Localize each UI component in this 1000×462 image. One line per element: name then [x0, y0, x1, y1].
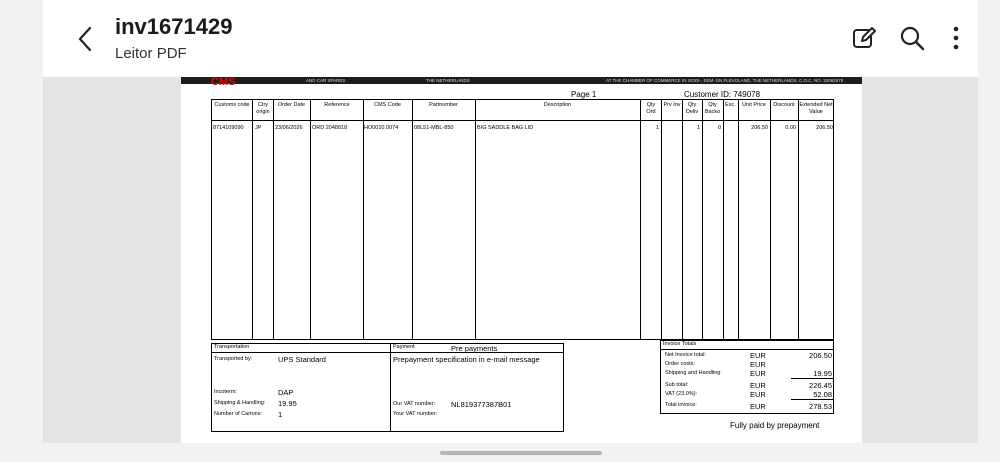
row-customs-code: 8714109090 — [213, 125, 244, 131]
transportation-box — [211, 343, 391, 432]
company-logo: CMS — [211, 75, 236, 88]
column-header: Ctry origin — [256, 102, 270, 115]
your-vat-label: Your VAT number: — [393, 411, 438, 417]
home-indicator[interactable] — [440, 451, 602, 455]
our-vat-value: NL819377387B01 — [451, 400, 512, 409]
column-header: Prv Inv — [663, 102, 681, 108]
column-header: Reference — [324, 102, 350, 108]
column-header: Exc. — [725, 102, 736, 108]
incoterm-value: DAP — [278, 388, 294, 397]
invoice-totals-box — [660, 340, 834, 414]
row-partnumber: 08L51-MBL-850 — [414, 125, 454, 131]
payment-status-note: Fully paid by prepayment — [730, 421, 820, 430]
items-table — [211, 99, 834, 340]
subtotal-label: Sub total: — [665, 382, 689, 388]
column-header: Qty Backo — [704, 102, 721, 115]
currency: EUR — [750, 402, 766, 411]
invoice-page — [181, 77, 862, 443]
row-discount: 0.00 — [785, 125, 796, 131]
incoterm-label: Incoterm: — [214, 389, 237, 395]
total-invoice-value: 278.53 — [809, 402, 832, 411]
column-header: Qty Ord — [646, 102, 656, 115]
column-header: Extended Net Value — [799, 102, 833, 115]
cartons-value: 1 — [278, 410, 283, 419]
column-header: Order Date — [277, 102, 306, 108]
currency: EUR — [750, 351, 766, 360]
payment-heading: Payment — [393, 344, 415, 350]
shipping-handling-value: 19.95 — [278, 399, 297, 408]
payment-note: Prepayment specification in e-mail message — [393, 355, 540, 364]
more-vertical-icon[interactable] — [942, 24, 970, 52]
transported-by-label: Transported by: — [214, 356, 253, 362]
net-total-value: 206.50 — [809, 351, 832, 360]
row-qty-deliv: 1 — [696, 125, 700, 131]
document-title: inv1671429 — [115, 14, 233, 39]
page-number: Page 1 — [571, 90, 597, 99]
currency: EUR — [750, 360, 766, 369]
vat-label: VAT (23.0%): — [665, 391, 698, 397]
totals-heading: Invoice Totals — [663, 341, 697, 347]
payment-box — [390, 343, 564, 432]
column-header: Partnumber — [429, 102, 458, 108]
payment-method: Pre payments — [451, 344, 498, 353]
net-total-label: Net Invoice total: — [665, 352, 706, 358]
invoice-header-strip — [181, 75, 862, 88]
subtotal-value: 226.45 — [809, 381, 832, 390]
total-invoice-label: Total invoice: — [665, 402, 697, 408]
currency: EUR — [750, 390, 766, 399]
vat-value: 52.08 — [813, 390, 832, 399]
transported-by-value: UPS Standard — [278, 355, 326, 364]
row-order-date: 23/06/2026 — [275, 125, 303, 131]
row-ctry-origin: JP — [255, 125, 262, 131]
column-header: Description — [543, 102, 572, 108]
row-qty-ord: 1 — [655, 125, 659, 131]
order-costs-label: Order costs: — [665, 361, 695, 367]
row-unit-price: 206.50 — [751, 125, 768, 131]
our-vat-label: Our VAT number: — [393, 401, 436, 407]
column-header: Unit Price — [742, 102, 766, 108]
header-text-right: AT THE CHAMBER OF COMMERCE IN GOOI-, EEM- EN FLEVOLAND, THE NETHERLANDS. C.O.C. NO. 32062678 — [606, 77, 844, 83]
shipping-total-value: 19.95 — [813, 369, 832, 378]
row-cms-code: HO0010.0074 — [364, 125, 399, 131]
search-icon[interactable] — [898, 24, 926, 52]
transportation-heading: Transportation — [214, 344, 250, 350]
chevron-left-icon[interactable] — [73, 24, 99, 54]
row-qty-backo: 0 — [717, 125, 721, 131]
header-text-left: AND CAR SPARES — [306, 77, 346, 83]
header-text-middle: THE NETHERLANDS — [426, 77, 470, 83]
currency: EUR — [750, 369, 766, 378]
currency: EUR — [750, 381, 766, 390]
row-reference: ORD 2048818 — [312, 125, 348, 131]
app-name: Leitor PDF — [115, 45, 187, 62]
row-description: BIG SADDLE BAG LID — [477, 125, 534, 131]
column-header: Qty Deliv — [685, 102, 699, 115]
row-net-value: 206.50 — [816, 125, 833, 131]
column-header: Customs code — [214, 102, 250, 108]
cartons-label: Number of Cartons: — [214, 411, 262, 417]
column-header: CMS Code — [374, 102, 401, 108]
shipping-total-label: Shipping and Handling: — [665, 370, 722, 376]
shipping-handling-label: Shipping & Handling: — [214, 400, 266, 406]
edit-icon[interactable] — [850, 24, 878, 52]
customer-id: Customer ID: 749078 — [684, 90, 761, 99]
column-header: Discount — [773, 102, 795, 108]
